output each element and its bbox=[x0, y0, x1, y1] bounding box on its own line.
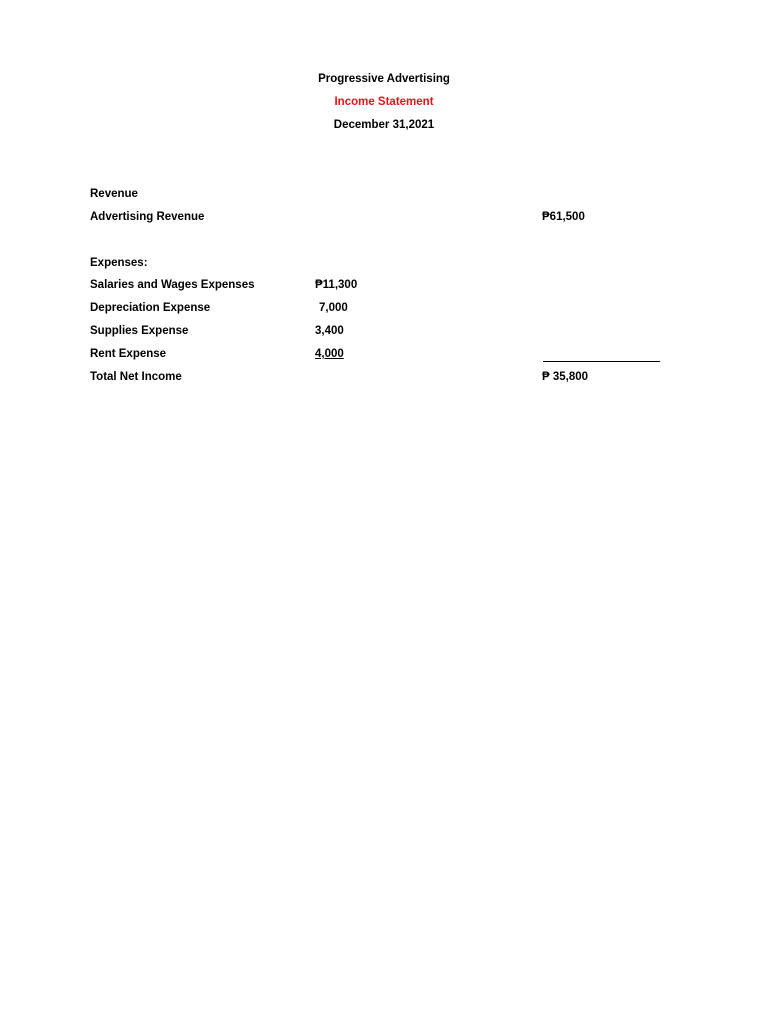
statement-title: Income Statement bbox=[334, 96, 434, 108]
rent-expense-amount: 4,000 bbox=[315, 348, 344, 360]
revenue-heading: Revenue bbox=[90, 188, 138, 200]
statement-date: December 31,2021 bbox=[333, 119, 435, 131]
advertising-revenue-amount: ₱61,500 bbox=[542, 211, 585, 223]
advertising-revenue-label: Advertising Revenue bbox=[90, 211, 205, 223]
supplies-expense-label: Supplies Expense bbox=[90, 325, 189, 337]
expenses-heading: Expenses: bbox=[90, 257, 148, 269]
net-income-amount: ₱ 35,800 bbox=[542, 371, 589, 383]
company-name: Progressive Advertising bbox=[318, 73, 450, 85]
supplies-expense-amount: 3,400 bbox=[315, 325, 344, 337]
salaries-wages-expense-label: Salaries and Wages Expenses bbox=[90, 279, 255, 291]
rent-expense-label: Rent Expense bbox=[90, 348, 167, 360]
depreciation-expense-amount: 7,000 bbox=[319, 302, 348, 314]
depreciation-expense-label: Depreciation Expense bbox=[90, 302, 211, 314]
salaries-wages-expense-amount: ₱11,300 bbox=[315, 279, 358, 291]
net-income-label: Total Net Income bbox=[90, 371, 182, 383]
total-rule-line bbox=[543, 361, 660, 362]
